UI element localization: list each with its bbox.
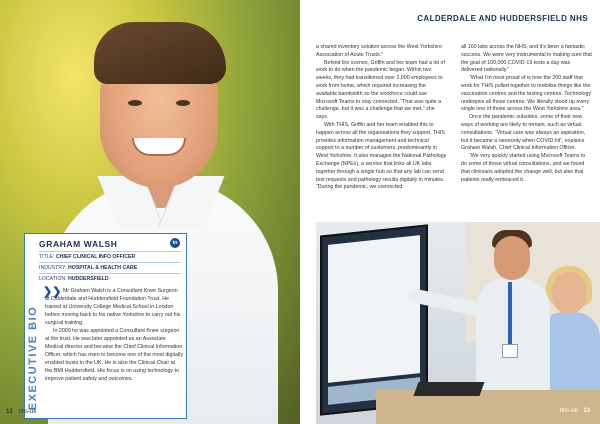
article-column-2 xyxy=(461,44,592,192)
id-badge xyxy=(502,344,518,358)
doctor-body xyxy=(476,278,550,408)
keyboard xyxy=(413,382,484,396)
article-paragraph: Once the pandemic subsides, some of their new ways of working are likely to remain, such as virtual consultations. “Virtual care was always an aspiration, but it became a necessity when COVID hit”, explains Graham Walsh, Chief Clinical Information Officer. xyxy=(461,114,586,152)
article-paragraph: a shared inventory solution across the West Yorkshire Association of Acute Trusts.” xyxy=(316,44,442,58)
executive-bio-box xyxy=(24,233,187,419)
article-column-1 xyxy=(316,44,447,192)
portrait-eye-right xyxy=(176,100,190,106)
bio-row-label: INDUSTRY: xyxy=(39,265,67,271)
executive-bio-label: EXECUTIVE BIO xyxy=(27,305,39,411)
article-columns xyxy=(316,44,592,192)
article-paragraph: all 160 labs across the NHS, and it’s been a fantastic success. We were very instrumental in making sure that the goal of 100,000 COVID-19 tests a day was delivered nationally.” xyxy=(461,44,592,74)
article-paragraph: Behind the scenes, Griffin and her team had a lot of work to do when the pandemic began. Within two weeks, they had transitioned over 2,000 employees to work from home, which required increasing the available bandwidth so the workforce could use Microsoft Teams to stay connected. “That was quite a challenge, but it was a challenge that we met,” she says. xyxy=(316,59,445,121)
article-paragraph: With THIS, Griffin and her team enabled this to happen across all the organisations they support. THIS provides information management and technical support to a number of customers, predominantly in West Yorkshire. It also manages the National Pathology Exchange (NPEx), a service that links all UK labs together through a single hub so that any lab can send test requests and pathology results digitally in minutes. “During the pandemic, we connected xyxy=(316,121,447,191)
article-paragraph: “What I’m most proud of is how the 200 staff that work for THIS pulled together to mobilise things like the vaccination centres and the testing centres. Technology underpins all those centres. We literally stood up every single one of those across the West Yorkshire area.” xyxy=(461,75,592,113)
folio-right xyxy=(560,408,590,414)
lanyard xyxy=(508,282,512,346)
bio-row-title xyxy=(39,251,181,261)
folio-left xyxy=(6,409,36,415)
bio-row-location xyxy=(39,273,181,283)
bio-name: GRAHAM WALSH xyxy=(39,239,118,249)
bio-row-label: LOCATION: xyxy=(39,276,67,282)
portrait-hair xyxy=(94,22,226,84)
running-header: CALDERDALE AND HUDDERSFIELD NHS xyxy=(417,14,588,23)
page-number: 13 xyxy=(583,408,590,414)
desk xyxy=(376,390,600,424)
clinicians-photo xyxy=(316,222,600,424)
doctor-head xyxy=(494,236,530,280)
chevron-right-icon: ❯❯ xyxy=(43,286,62,298)
right-page xyxy=(300,0,600,424)
article-paragraph: “We very quickly started using Microsoft Teams to do some of those virtual consultations, and we found that clinicians adopted the change well, but also that patients really embraced it. xyxy=(461,153,586,183)
nurse-head xyxy=(552,272,586,314)
page-number: 12 xyxy=(6,409,13,415)
bio-row-label: TITLE: xyxy=(39,254,55,260)
bio-paragraph: In 2009 he was appointed a Consultant Knee surgeon at the trust. He was later appointed as an Associate Medical director and became the Chief Clinical Information Officer, which has risen to become one of the most digitally enabled trusts in the UK. He is also the Clinical Chair at the BMI Huddersfield. His focus is on using technology to improve patient safety and outcomes. xyxy=(45,328,183,382)
monitor-screen xyxy=(320,224,428,415)
bio-row-industry xyxy=(39,262,181,272)
folio-site: nhs-uk xyxy=(559,408,578,414)
bio-row-value: CHIEF CLINICAL INFO OFFICER xyxy=(56,254,136,260)
bio-row-value: HUDDERSFIELD xyxy=(68,276,109,282)
linkedin-icon[interactable]: in xyxy=(170,238,180,248)
bio-paragraph: Mr Graham Walsh is a Consultant Knee Surgeon at Calderdale and Huddersfield Foundation Trust. He trained at University College Medical School in London before moving back to his native Yorkshire to carry out his surgical training. xyxy=(45,288,181,326)
portrait-eye-left xyxy=(128,100,142,106)
folio-site: nhs-uk xyxy=(18,409,37,415)
monitor-pane xyxy=(328,235,420,383)
bio-row-value: HOSPITAL & HEALTH CARE xyxy=(68,265,138,271)
bio-text xyxy=(45,287,183,383)
